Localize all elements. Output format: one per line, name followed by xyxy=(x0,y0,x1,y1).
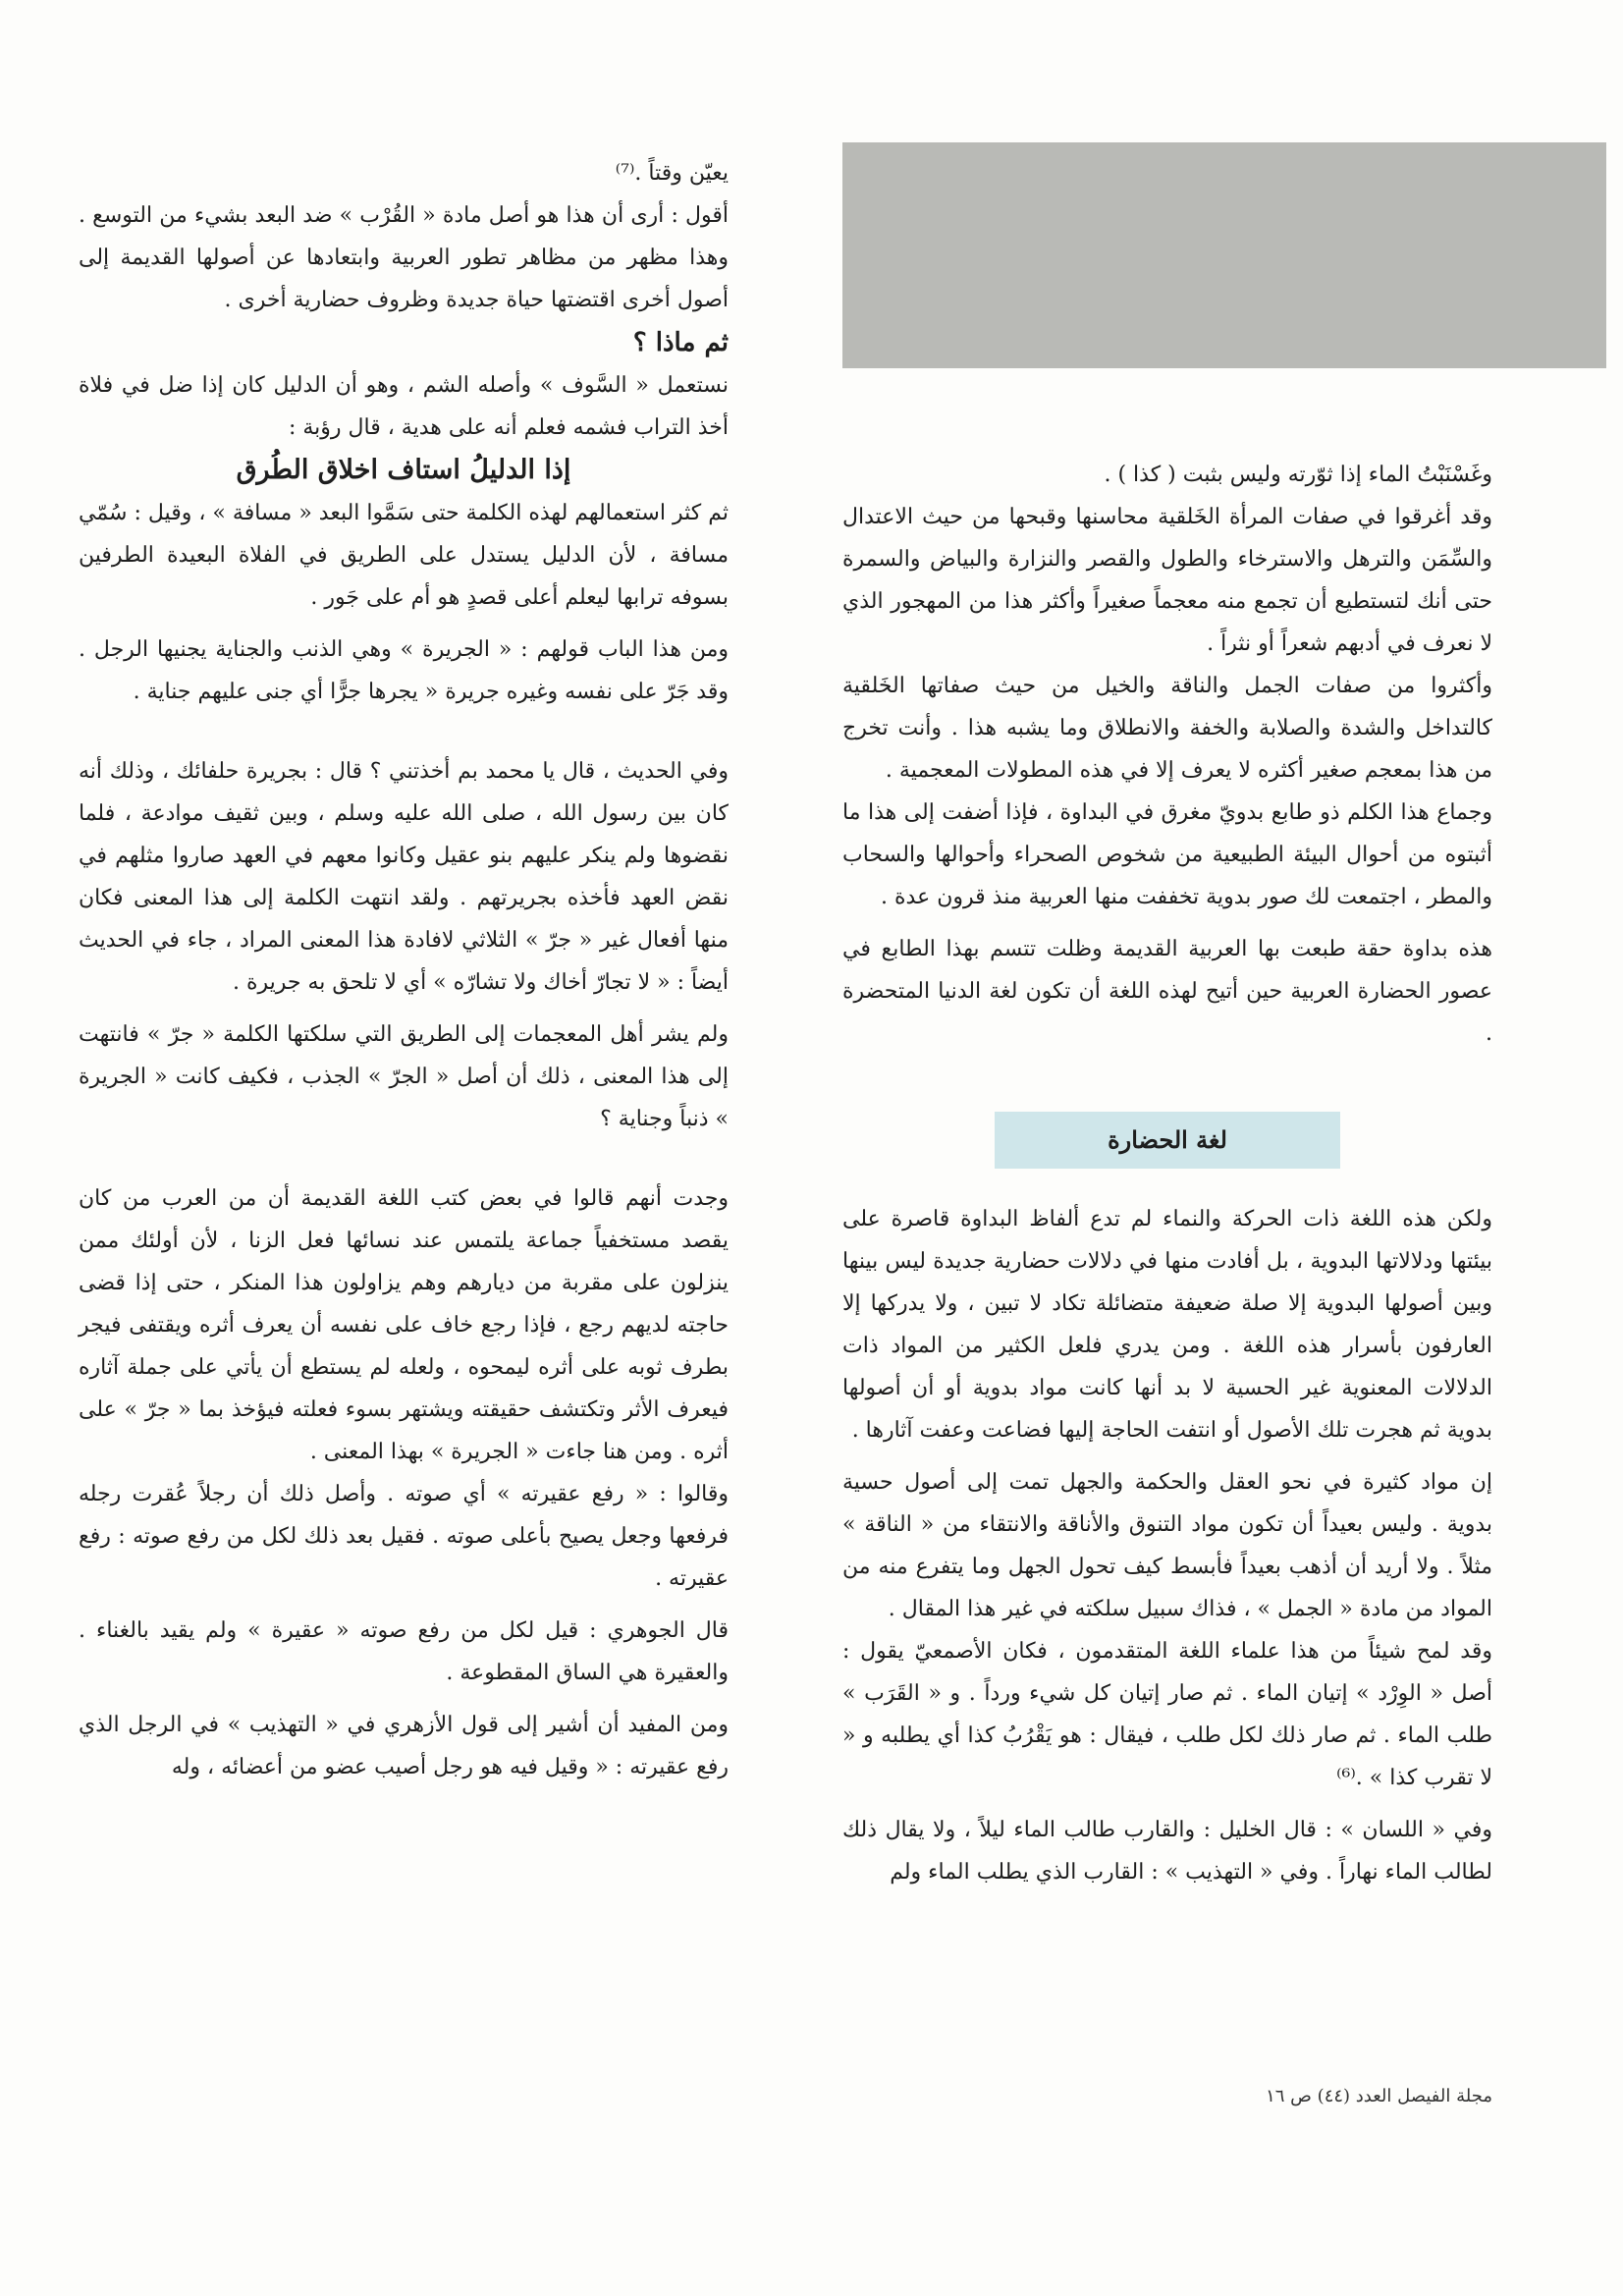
paragraph: وفي « اللسان » : قال الخليل : والقارب طالب الماء ليلاً ، ولا يقال ذلك لطالب الماء نهاراً . وفي « التهذيب » : القارب الذي يطلب الماء ولم xyxy=(842,1818,1492,1885)
paragraph: وفي الحديث ، قال يا محمد بم أخذتني ؟ قال : بجريرة حلفائك ، وذلك أنه كان بين رسول الله ، صلى الله عليه وسلم ، وبين ثقيف موادعة ، فلما نقضوها ولم ينكر عليهم بنو عقيل وكانوا معهم في العهد صاروا مثلهم في نقض العهد فأخذه بجريرتهم . ولقد انتهت الكلمة إلى هذا المعنى فكان منها أفعال غير « جرّ » الثلاثي لافادة هذا المعنى المراد ، جاء في الحديث أيضاً : « لا تجارّ أخاك ولا تشارّه » أي لا تلحق به جريرة . xyxy=(79,759,729,995)
poem-verse: إذا الدليلُ استاف اخلاق الطُرق xyxy=(236,455,571,485)
paragraph: وغَسْنَبْتُ الماء إذا ثوّرته وليس بثبت ( كذا ) . xyxy=(1104,463,1492,487)
paragraph: ولم يشر أهل المعجمات إلى الطريق التي سلكتها الكلمة « جرّ » فانتهت إلى هذا المعنى ، ذلك أن أصل « الجرّ » الجذب ، فكيف كانت « الجريرة » ذنباً وجناية ؟ xyxy=(79,1022,729,1131)
paragraph: وقد لمح شيئاً من هذا علماء اللغة المتقدمون ، فكان الأصمعيّ يقول : أصل « الوِرْد » إتيان الماء . ثم صار إتيان كل شيء ورداً . و « القَرَب » طلب الماء . ثم صار ذلك لكل طلب ، فيقال : هو يَقْرُبُ كذا أي يطلبه و « لا تقرب كذا » .⁽⁶⁾ xyxy=(842,1639,1492,1790)
left-column xyxy=(79,152,729,1788)
paragraph: وجماع هذا الكلم ذو طابع بدويّ مغرق في البداوة ، فإذا أضفت إلى هذا ما أثبتوه من أحوال البيئة الطبيعية من شخوص الصحراء وأحوالها والسحاب والمطر ، اجتمعت لك صور بدوية تخففت منها العربية منذ قرون عدة . xyxy=(842,800,1492,909)
paragraph: وجدت أنهم قالوا في بعض كتب اللغة القديمة أن من العرب من كان يقصد مستخفياً جماعة يلتمس عند نسائها فعل الزنا ، لأن أولئك ممن ينزلون على مقربة من ديارهم وهم يزاولون هذا المنكر ، حتى إذا قضى حاجته لديهم رجع ، فإذا رجع خاف على نفسه أن يعرف أثره ويقتفى فيجر بطرف ثوبه على أثره ليمحوه ، ولعله لم يستطع أن يأتي على جملة آثاره فيعرف الأثر وتكتشف حقيقته ويشتهر بسوء فعلته فيؤخذ بما « جرّ » على أثره . ومن هنا جاءت « الجريرة » بهذا المعنى . xyxy=(79,1186,729,1464)
paragraph: أقول : أرى أن هذا هو أصل مادة « القُرْب » ضد البعد بشيء من التوسع . وهذا مظهر من مظاهر تطور العربية وابتعادها عن أصولها القديمة إلى أصول أخرى اقتضتها حياة جديدة وظروف حضارية أخرى . xyxy=(79,203,729,312)
paragraph: وقد أغرقوا في صفات المرأة الخَلقية محاسنها وقبحها من حيث الاعتدال والسِّمَن والترهل والاسترخاء والطول والقصر والنزارة والبياض والسمرة حتى أنك لتستطيع أن تجمع منه معجماً صغيراً وأكثر هذا من المهجور الذي لا نعرف في أدبهم شعراً أو نثراً . xyxy=(842,505,1492,656)
paragraph: نستعمل « السَّوف » وأصله الشم ، وهو أن الدليل كان إذا ضل في فلاة أخذ التراب فشمه فعلم أنه على هدية ، قال رؤبة : xyxy=(79,373,729,440)
right-column xyxy=(842,454,1492,1893)
paragraph: هذه بداوة حقة طبعت بها العربية القديمة وظلت تتسم بهذا الطابع في عصور الحضارة العربية حين أتيح لهذه اللغة أن تكون لغة الدنيا المتحضرة . xyxy=(842,937,1492,1046)
paragraph: ومن المفيد أن أشير إلى قول الأزهري في « التهذيب » في الرجل الذي رفع عقيرته : « وقيل فيه هو رجل أصيب عضو من أعضائه ، وله xyxy=(79,1713,729,1779)
paragraph: وقالوا : « رفع عقيرته » أي صوته . وأصل ذلك أن رجلاً عُقرت رجله فرفعها وجعل يصيح بأعلى صوته . فقيل بعد ذلك لكل من رفع صوته : رفع عقيرته . xyxy=(79,1482,729,1591)
paragraph: يعيّن وقتاً .⁽⁷⁾ xyxy=(615,161,729,186)
paragraph: وأكثروا من صفات الجمل والناقة والخيل من حيث صفاتها الخَلقية كالتداخل والشدة والصلابة والخفة والانطلاق وما يشبه هذا . وأنت تخرج من هذا بمعجم صغير أكثره لا يعرف إلا في هذه المطولات المعجمية . xyxy=(842,674,1492,783)
paragraph: قال الجوهري : قيل لكل من رفع صوته « عقيرة » ولم يقيد بالغناء . والعقيرة هي الساق المقطوعة . xyxy=(79,1618,729,1685)
paragraph: ومن هذا الباب قولهم : « الجريرة » وهي الذنب والجناية يجنيها الرجل . وقد جَرّ على نفسه وغيره جريرة « يجرها جرًّا أي جنى عليهم جناية . xyxy=(79,637,729,704)
paragraph: ولكن هذه اللغة ذات الحركة والنماء لم تدع ألفاظ البداوة قاصرة على بيئتها ودلالاتها البدوية ، بل أفادت منها في دلالات حضارية جديدة ليس بينها وبين أصولها البدوية إلا صلة ضعيفة متضائلة تكاد لا تبين ، ولا يدركها إلا العارفون بأسرار هذه اللغة . ومن يدري فلعل الكثير من المواد ذات الدلالات المعنوية غير الحسية لا بد أنها كانت مواد بدوية أو أن أصولها بدوية ثم هجرت تلك الأصول أو انتفت الحاجة إليها فضاعت وعفت آثارها . xyxy=(842,1207,1492,1443)
image-placeholder xyxy=(842,142,1606,368)
page-footer: مجلة الفيصل العدد (٤٤) ص ١٦ xyxy=(1266,2086,1492,2106)
subheading: ثم ماذا ؟ xyxy=(632,328,729,357)
paragraph: إن مواد كثيرة في نحو العقل والحكمة والجهل تمت إلى أصول حسية بدوية . وليس بعيداً أن تكون مواد التنوق والأناقة والانتقاء من « الناقة » مثلاً . ولا أريد أن أذهب بعيداً فأبسط كيف تحول الجهل وما يتفرع منه من المواد من مادة « الجمل » ، فذاك سبيل سلكته في غير هذا المقال . xyxy=(842,1470,1492,1621)
section-heading: لغة الحضارة xyxy=(995,1112,1340,1169)
paragraph: ثم كثر استعمالهم لهذه الكلمة حتى سَمَّوا البعد « مسافة » ، وقيل : سُمّي مسافة ، لأن الدليل يستدل على الطريق في الفلاة البعيدة الطرفين بسوفه ترابها ليعلم أعلى قصدٍ هو أم على جَور . xyxy=(79,501,729,610)
